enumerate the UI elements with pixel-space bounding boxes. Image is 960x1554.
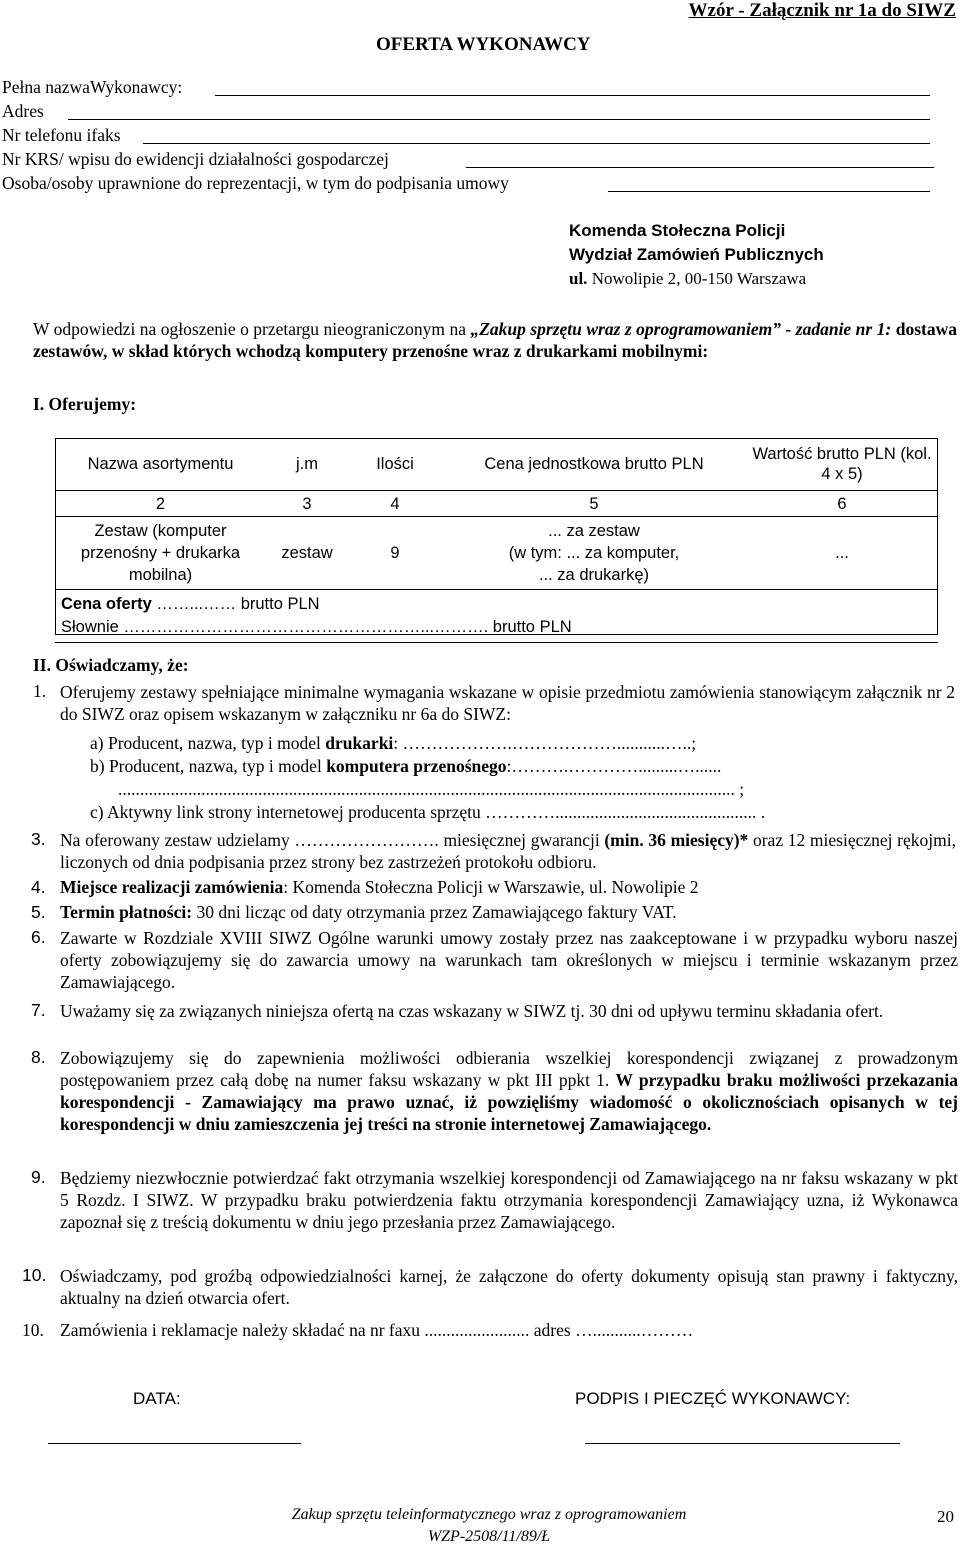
col-number: 6 (746, 491, 938, 517)
footer-reference: WZP-2508/11/89/Ł (427, 1528, 551, 1545)
item-number: 6. (31, 927, 46, 947)
page-number: 20 (937, 1507, 954, 1526)
item-10-text: Oświadczamy, pod groźbą odpowiedzialności karnej, że załączone do oferty dokumenty opisują stan prawny i faktyczny, aktualny na dzień otwarcia ofert. (60, 1266, 958, 1308)
cell-item-name: Zestaw (komputer przenośny + drukarka mobilna) (55, 517, 266, 590)
col-header-name: Nazwa asortymentu (55, 438, 266, 491)
intro-paragraph: W odpowiedzi na ogłoszenie o przetargu nieograniczonym na „Zakup sprzętu wraz z oprogramowaniem” - zadanie nr 1: dostawa zestawów, w skład których wchodzą komputery przenośne wraz z drukarkami mobilnymi: (33, 319, 957, 361)
item-5-text: Termin płatności: 30 dni licząc od daty otrzymania przez Zamawiającego faktury VAT. (60, 902, 677, 922)
item-number: 5. (31, 902, 46, 922)
offer-price-words: Słownie ………………………………………………...………. brutto PLN (61, 618, 572, 636)
cell-value[interactable]: ... (746, 517, 938, 590)
item-number: 10. (22, 1320, 44, 1340)
item-6-text: Zawarte w Rozdziale XVIII SIWZ Ogólne warunki umowy zostały przez nas zaakceptowane i w przypadku wyboru naszej oferty zobowiązujemy się do zawarcia umowy na warunkach tam określonych w miejscu i terminie wskazanym przez Zamawiającego. (60, 928, 958, 992)
item-number: 10. (22, 1265, 47, 1285)
item-1c: c) Aktywny link strony internetowej producenta sprzętu ………….............................................. . (90, 802, 766, 822)
field-krs-label: Nr KRS/ wpisu do ewidencji działalności gospodarczej (2, 149, 389, 169)
recipient-line-2: Wydział Zamówień Publicznych (569, 245, 824, 264)
section-offer-heading: I. Oferujemy: (33, 394, 137, 414)
date-line[interactable] (48, 1443, 301, 1444)
field-full-name-line[interactable] (215, 95, 930, 96)
item-number: 4. (31, 877, 46, 897)
price-line-computer: (w tym: ... za komputer, (508, 544, 680, 562)
cell-unit-price[interactable] (442, 517, 746, 590)
col-header-value: Wartość brutto PLN (kol. 4 x 5) (746, 438, 938, 491)
item-number: 9. (31, 1167, 46, 1187)
item-7-text: Uważamy się za związanych niniejsza ofertą na czas wskazany w SIWZ tj. 30 dni od upływu terminu składania ofert. (60, 1001, 884, 1021)
col-number: 3 (266, 491, 348, 517)
date-label: DATA: (133, 1389, 181, 1408)
item-3-text: Na oferowany zestaw udzielamy ……………………. miesięcznej gwarancji (min. 36 miesięcy)* oraz 12 miesięcznej rękojmi, liczonych od dnia podpisania przez strony bez zastrzeżeń protokołu odbioru. (60, 830, 956, 872)
item-1-text: Oferujemy zestawy spełniające minimalne wymagania wskazane w opisie przedmiotu zamówienia stanowiącym załącznik nr 2 do SIWZ oraz opisem wskazanym w załączniku nr 6a do SIWZ: (60, 682, 955, 724)
attachment-label: Wzór - Załącznik nr 1a do SIWZ (688, 0, 956, 21)
price-line-printer: ... za drukarkę) (538, 566, 650, 584)
item-10b-text: Zamówienia i reklamacje należy składać na nr faxu ........................ adres …...........……… (60, 1320, 694, 1340)
item-number: 7. (31, 1000, 46, 1020)
col-number: 2 (55, 491, 266, 517)
col-number: 4 (348, 491, 442, 517)
field-phone-fax-label: Nr telefonu ifaks (2, 125, 121, 145)
table-row (55, 517, 938, 590)
item-number: 3. (31, 829, 46, 849)
offer-price-value: ……...…… brutto PLN (151, 595, 320, 613)
document-title: OFERTA WYKONAWCY (376, 34, 591, 55)
col-header-unit: j.m (266, 438, 348, 491)
section-declarations-heading: II. Oświadczamy, że: (33, 655, 189, 675)
field-representatives-line[interactable] (608, 191, 930, 192)
field-krs-line[interactable] (466, 167, 934, 168)
signature-label: PODPIS I PIECZĘĆ WYKONAWCY: (575, 1389, 851, 1408)
col-header-qty: Ilości (348, 438, 442, 491)
item-8-text: Zobowiązujemy się do zapewnienia możliwości odbierania wszelkiej korespondencji związanej z prowadzonym postępowaniem przez całą dobę na numer faksu wskazany w pkt III ppkt 1. W przypadku braku możliwości przekazania korespondencji - Zamawiający ma prawo uznać, iż powzięliśmy wiadomość o okolicznościach opisanych w tej korespondencji w dniu zamieszczenia jej treści na stronie internetowej Zamawiającego. (60, 1048, 959, 1134)
offer-table (55, 438, 938, 643)
item-9-text: Będziemy niezwłocznie potwierdzać fakt otrzymania wszelkiej korespondencji od Zamawiającego na nr faksu wskazany w pkt 5 Rozdz. I SIWZ. W przypadku braku potwierdzenia faktu otrzymania korespondencji Zamawiający uzna, iż Wykonawca zapoznał się z treścią dokumentu w dniu jego przesłania przez Zamawiającego. (60, 1168, 958, 1232)
recipient-line-3: ul. Nowolipie 2, 00-150 Warszawa (569, 269, 807, 288)
field-phone-fax-line[interactable] (143, 143, 930, 144)
item-number: 1. (33, 681, 47, 701)
offer-price-summary[interactable] (55, 590, 938, 643)
signature-line[interactable] (585, 1443, 900, 1444)
item-number: 8. (31, 1047, 46, 1067)
item-1b-continuation: ............................................................................................................................................. ; (118, 779, 745, 799)
col-header-unit-price: Cena jednostkowa brutto PLN (442, 438, 746, 491)
field-full-name-label: Pełna nazwaWykonawcy: (2, 77, 183, 97)
field-address-label: Adres (2, 101, 44, 121)
col-number: 5 (442, 491, 746, 517)
cell-unit: zestaw (266, 517, 348, 590)
field-address-line[interactable] (68, 119, 930, 120)
offer-price-label: Cena oferty (61, 595, 152, 613)
item-1b: b) Producent, nazwa, typ i model komputera przenośnego:……….………….........…...... (90, 756, 722, 776)
item-4-text: Miejsce realizacji zamówienia: Komenda Stołeczna Policji w Warszawie, ul. Nowolipie 2 (60, 877, 699, 897)
cell-qty: 9 (348, 517, 442, 590)
recipient-line-1: Komenda Stołeczna Policji (569, 221, 786, 240)
field-representatives-label: Osoba/osoby uprawnione do reprezentacji, w tym do podpisania umowy (2, 173, 509, 193)
item-1a: a) Producent, nazwa, typ i model drukarki: ……………….………………...........…..; (90, 733, 697, 753)
price-line-set: ... za zestaw (548, 522, 640, 540)
footer-title: Zakup sprzętu teleinformatycznego wraz z oprogramowaniem (291, 1506, 687, 1523)
